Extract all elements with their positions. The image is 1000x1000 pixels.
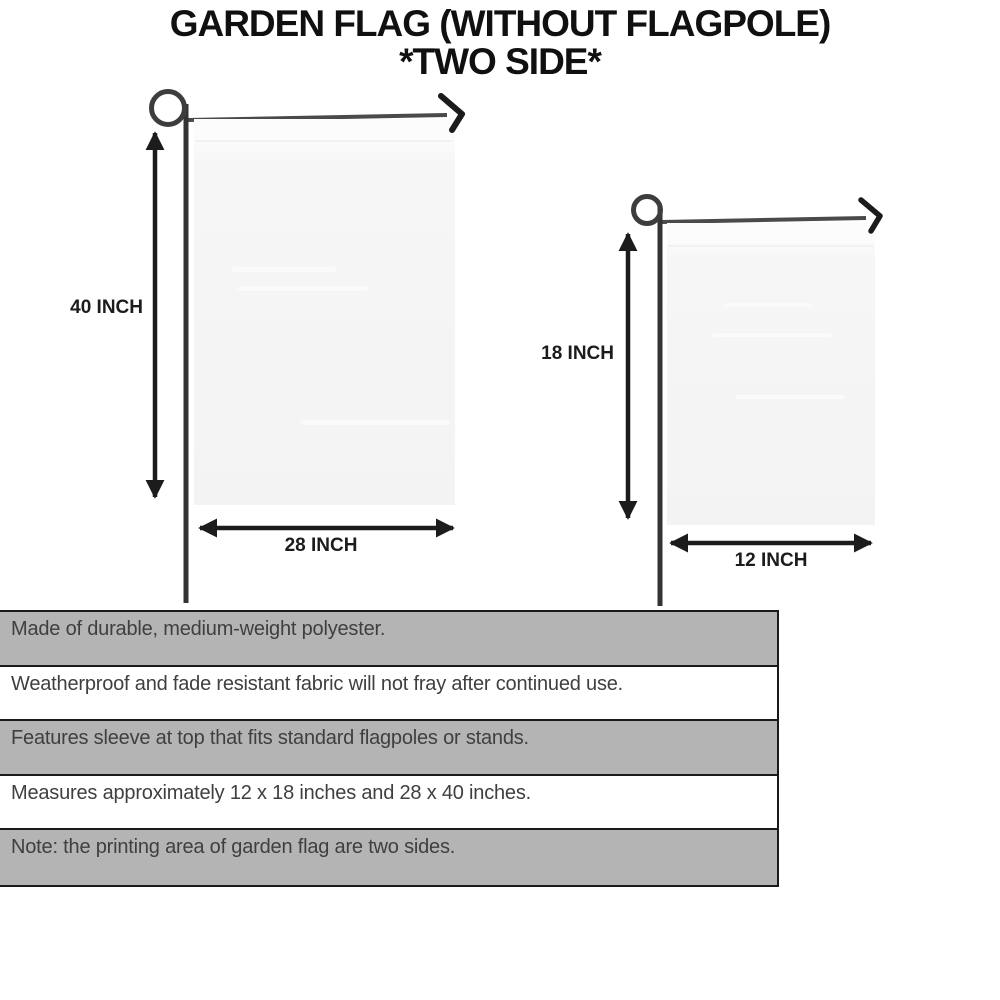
small-flag-panel [667, 223, 875, 525]
large-flag-height-label: 40 INCH [70, 297, 143, 318]
feature-row: Features sleeve at top that fits standard flagpoles or stands. [0, 721, 777, 776]
title-line-1: GARDEN FLAG (WITHOUT FLAGPOLE) [169, 3, 831, 44]
small-flag-assembly [628, 197, 880, 607]
feature-row: Measures approximately 12 x 18 inches and 28 x 40 inches. [0, 776, 777, 831]
feature-row: Note: the printing area of garden flag are two sides. [0, 830, 777, 885]
small-flag-height-label: 18 INCH [541, 343, 614, 364]
small-flag-width-label: 12 INCH [734, 550, 808, 571]
features-table [0, 610, 779, 887]
large-flag-panel [194, 119, 455, 505]
large-pole-loop [152, 92, 185, 125]
large-flag-width-label: 28 INCH [284, 535, 358, 556]
large-flag-assembly [152, 92, 463, 604]
small-pole-loop [634, 197, 661, 224]
title-line-2: *TWO SIDE* [399, 41, 601, 82]
small-hanger-rod [662, 218, 866, 222]
feature-row: Made of durable, medium-weight polyester. [0, 612, 777, 667]
feature-row: Weatherproof and fade resistant fabric will not fray after continued use. [0, 667, 777, 722]
